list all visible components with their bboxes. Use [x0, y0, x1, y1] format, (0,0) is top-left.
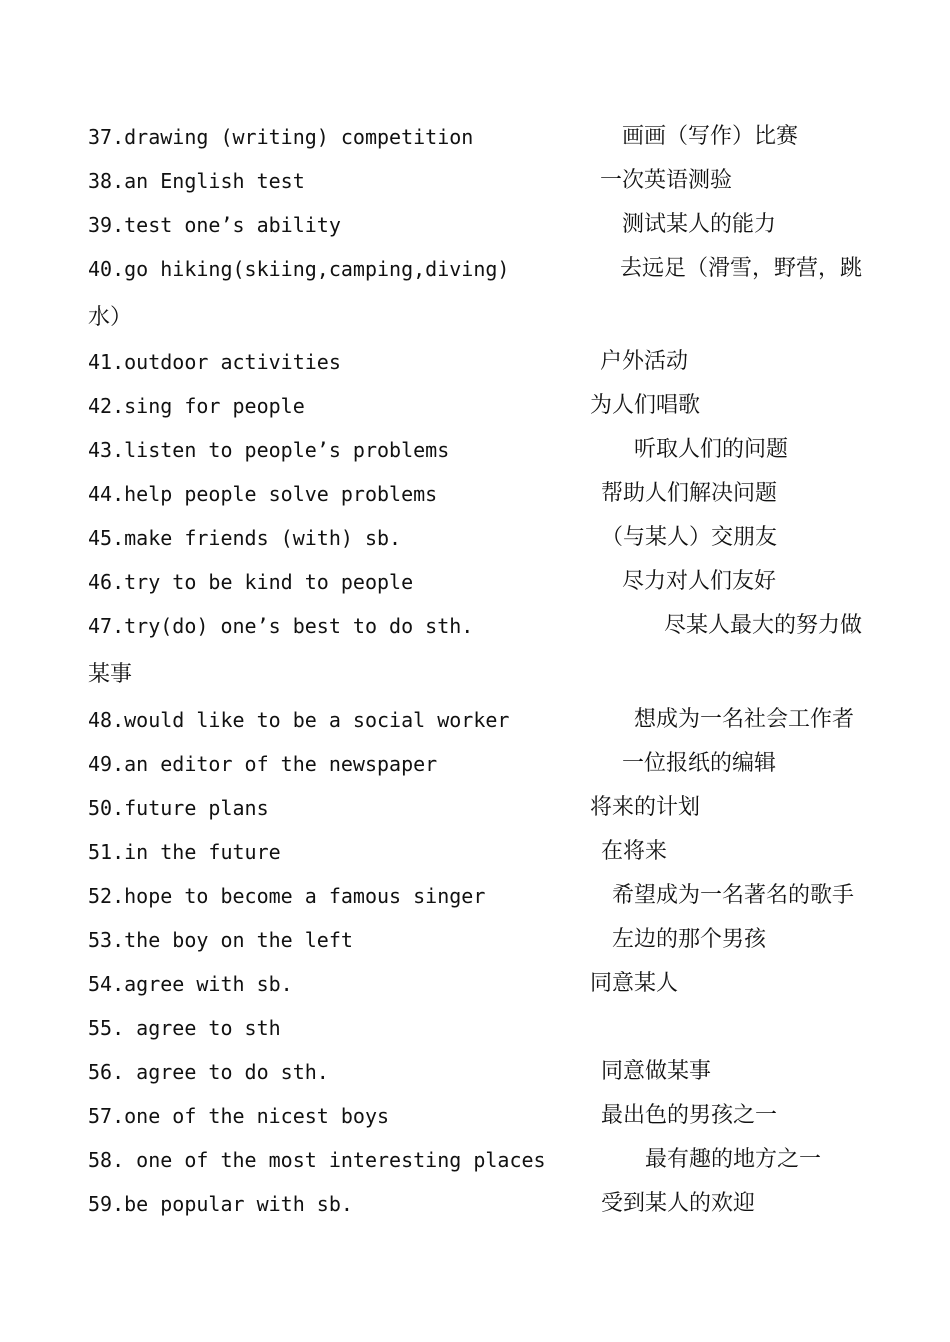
- entry-chinese: 最出色的男孩之一: [601, 1103, 778, 1128]
- list-item: [0, 253, 950, 297]
- list-item: [0, 836, 950, 880]
- entry-english: 50.future plans: [88, 796, 269, 820]
- list-item: [0, 1012, 950, 1056]
- entry-chinese: 测试某人的能力: [622, 212, 777, 237]
- list-item: [0, 748, 950, 792]
- list-item: [0, 1144, 950, 1188]
- list-item: [0, 1056, 950, 1100]
- list-item: [0, 880, 950, 924]
- list-item: [0, 1100, 950, 1144]
- list-item: [0, 165, 950, 209]
- entry-chinese: 一次英语测验: [600, 168, 733, 193]
- entry-chinese: 最有趣的地方之一: [645, 1147, 822, 1172]
- entry-english: 52.hope to become a famous singer: [88, 884, 486, 908]
- entry-english: 42.sing for people: [88, 394, 305, 418]
- entry-chinese: 受到某人的欢迎: [601, 1191, 756, 1216]
- entry-english: 38.an English test: [88, 169, 305, 193]
- entry-chinese: 帮助人们解决问题: [601, 481, 778, 506]
- entry-english: 56. agree to do sth.: [88, 1060, 329, 1084]
- list-item: [0, 346, 950, 390]
- entry-chinese: 在将来: [601, 839, 668, 864]
- list-item: [0, 566, 950, 610]
- list-item: [0, 478, 950, 522]
- entry-chinese: 将来的计划: [590, 795, 701, 820]
- list-item: [0, 434, 950, 478]
- list-item: [0, 924, 950, 968]
- entry-english: 44.help people solve problems: [88, 482, 438, 506]
- entry-chinese: 尽某人最大的努力做: [664, 613, 863, 638]
- entry-chinese: 想成为一名社会工作者: [634, 707, 855, 732]
- entry-english: 54.agree with sb.: [88, 972, 293, 996]
- entry-chinese: 左边的那个男孩: [612, 927, 767, 952]
- list-item: [0, 1188, 950, 1232]
- list-item: [0, 390, 950, 434]
- entry-chinese: 尽力对人们友好: [622, 569, 777, 594]
- entry-chinese: （与某人）交朋友: [601, 525, 778, 550]
- entry-english: 51.in the future: [88, 840, 281, 864]
- entry-english: 45.make friends (with) sb.: [88, 526, 402, 550]
- entry-chinese-continued: 水）: [88, 305, 133, 330]
- entry-english: 55. agree to sth: [88, 1016, 281, 1040]
- entry-chinese: 画画（写作）比赛: [622, 124, 799, 149]
- list-item: [0, 968, 950, 1012]
- list-item: [0, 209, 950, 253]
- entry-chinese: 去远足（滑雪，野营，跳: [620, 256, 863, 281]
- entry-chinese: 户外活动: [600, 349, 689, 374]
- entry-english: 48.would like to be a social worker: [88, 708, 510, 732]
- entry-chinese: 为人们唱歌: [590, 393, 701, 418]
- entry-chinese: 听取人们的问题: [634, 437, 789, 462]
- entry-chinese-continued: 某事: [88, 662, 133, 687]
- entry-chinese: 同意某人: [590, 971, 679, 996]
- entry-english: 41.outdoor activities: [88, 350, 341, 374]
- entry-english: 37.drawing (writing) competition: [88, 125, 474, 149]
- entry-english: 39.test one’s ability: [88, 213, 341, 237]
- entry-english: 57.one of the nicest boys: [88, 1104, 390, 1128]
- entry-chinese: 一位报纸的编辑: [622, 751, 777, 776]
- entry-english: 49.an editor of the newspaper: [88, 752, 438, 776]
- entry-chinese: 同意做某事: [601, 1059, 712, 1084]
- entry-english: 58. one of the most interesting places: [88, 1148, 546, 1172]
- list-item: [0, 121, 950, 165]
- list-item: [0, 704, 950, 748]
- entry-english: 40.go hiking(skiing,camping,diving): [88, 257, 510, 281]
- entry-chinese: 希望成为一名著名的歌手: [612, 883, 855, 908]
- list-item: [0, 792, 950, 836]
- entry-english: 59.be popular with sb.: [88, 1192, 353, 1216]
- list-item: [0, 522, 950, 566]
- entry-english: 53.the boy on the left: [88, 928, 353, 952]
- entry-english: 43.listen to people’s problems: [88, 438, 450, 462]
- entry-english: 46.try to be kind to people: [88, 570, 414, 594]
- list-item: [0, 610, 950, 654]
- entry-english: 47.try(do) one’s best to do sth.: [88, 614, 474, 638]
